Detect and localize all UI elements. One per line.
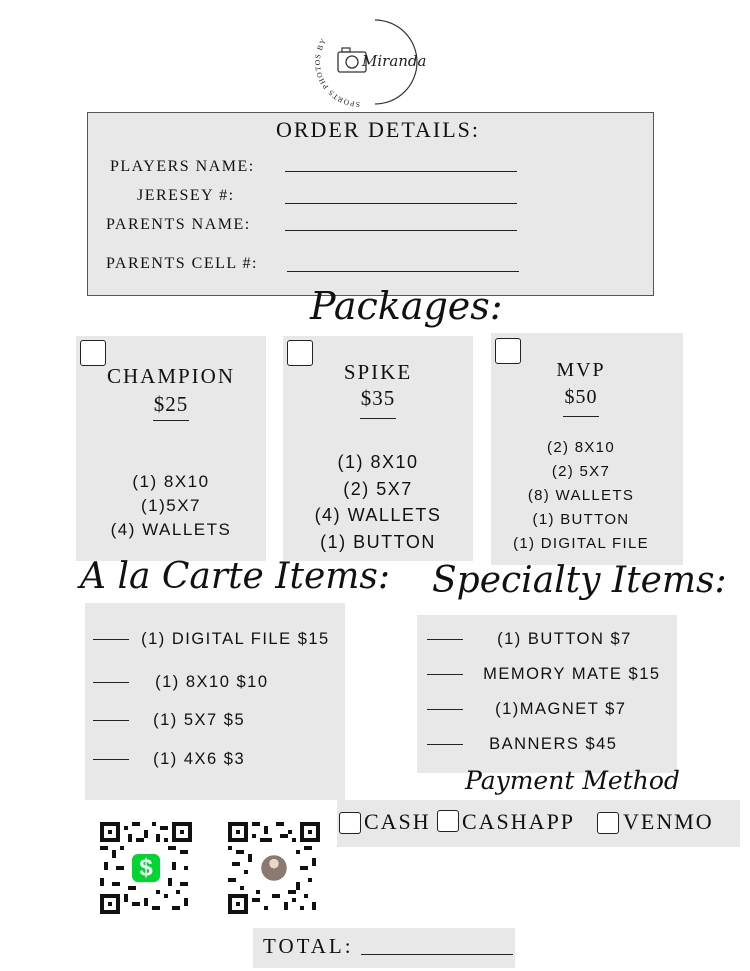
quantity-blank[interactable] (93, 720, 129, 721)
alacarte-row (93, 750, 245, 769)
parents-name-field[interactable] (285, 230, 517, 231)
alacarte-item: (1) 4X6 $3 (153, 750, 246, 768)
specialty-heading: Specialty Items: (432, 560, 727, 601)
specialty-row (427, 735, 617, 754)
total-box (253, 928, 515, 968)
package-item: (1) BUTTON (320, 531, 436, 552)
venmo-checkbox[interactable] (597, 812, 619, 834)
alacarte-row (93, 673, 269, 692)
jersey-number-field[interactable] (285, 203, 517, 204)
alacarte-heading: A la Carte Items: (80, 556, 391, 597)
price-underline (563, 416, 599, 417)
package-item: (4) WALLETS (314, 505, 442, 525)
package-items (491, 436, 671, 556)
alacarte-item: (1) 8X10 $10 (155, 673, 269, 691)
package-item: (2) 5X7 (551, 463, 611, 480)
package-price: $50 (564, 386, 598, 408)
players-name-field[interactable] (285, 171, 517, 172)
package-item: (2) 8X10 (547, 439, 615, 456)
quantity-blank[interactable] (427, 674, 463, 675)
alacarte-row (93, 630, 330, 649)
payment-option-cashapp: CASHAPP (462, 809, 576, 834)
payment-option-venmo: VENMO (623, 809, 714, 834)
order-details-box (87, 112, 654, 296)
package-items (76, 470, 266, 542)
specialty-box (417, 615, 677, 773)
package-item: (1) BUTTON (532, 511, 630, 528)
jersey-number-label: JERESEY #: (137, 187, 235, 204)
package-champion (76, 336, 266, 561)
price-underline (360, 418, 396, 419)
package-name: MVP (556, 359, 606, 381)
package-item: (1) 8X10 (337, 452, 419, 472)
logo-badge (300, 14, 450, 110)
package-name: CHAMPION (106, 364, 235, 388)
package-item: (1) 8X10 (132, 472, 210, 491)
logo-arc-text: SPORTS PHOTOS BY (312, 36, 361, 110)
specialty-row (427, 700, 626, 719)
venmo-qr-code[interactable] (228, 822, 320, 914)
alacarte-row (93, 711, 245, 730)
package-item: (1)5X7 (140, 496, 202, 515)
total-field[interactable] (361, 954, 513, 955)
package-item: (4) WALLETS (110, 520, 232, 539)
quantity-blank[interactable] (427, 744, 463, 745)
total-label: TOTAL: (263, 934, 354, 958)
quantity-blank[interactable] (427, 639, 463, 640)
logo-signature: Miranda (362, 52, 427, 70)
specialty-item: BANNERS $45 (489, 735, 618, 753)
svg-text:SPORTS PHOTOS BY (313, 36, 360, 109)
package-item: (1) DIGITAL FILE (513, 535, 649, 552)
qr-code-pattern (228, 822, 320, 914)
qr-code-pattern (100, 822, 192, 914)
quantity-blank[interactable] (93, 639, 129, 640)
parents-cell-label: PARENTS CELL #: (106, 255, 258, 272)
cashapp-dollar-icon: $ (139, 854, 153, 882)
cash-checkbox[interactable] (339, 812, 361, 834)
package-champion-checkbox[interactable] (80, 340, 106, 366)
packages-heading: Packages: (310, 284, 503, 328)
specialty-item: MEMORY MATE $15 (483, 665, 661, 683)
payment-heading: Payment Method (465, 766, 680, 795)
specialty-item: (1)MAGNET $7 (495, 700, 627, 718)
specialty-row (427, 665, 661, 684)
payment-box (337, 800, 740, 847)
order-details-title: ORDER DETAILS: (275, 117, 481, 142)
package-price: $25 (153, 392, 189, 416)
alacarte-item: (1) 5X7 $5 (153, 711, 246, 729)
parents-name-label: PARENTS NAME: (106, 216, 251, 233)
package-name: SPIKE (343, 360, 413, 384)
quantity-blank[interactable] (93, 682, 129, 683)
package-item: (8) WALLETS (527, 487, 635, 504)
quantity-blank[interactable] (427, 709, 463, 710)
specialty-row (427, 630, 632, 649)
payment-option-cash: CASH (364, 809, 431, 834)
parents-cell-field[interactable] (287, 271, 519, 272)
specialty-item: (1) BUTTON $7 (497, 630, 632, 648)
logo (300, 14, 450, 110)
players-name-label: PLAYERS NAME: (110, 158, 255, 175)
cashapp-qr-code[interactable] (100, 822, 192, 914)
price-underline (153, 420, 189, 421)
package-items (283, 449, 473, 555)
package-price: $35 (360, 386, 396, 410)
package-mvp (491, 333, 683, 565)
cashapp-checkbox[interactable] (437, 810, 459, 832)
quantity-blank[interactable] (93, 759, 129, 760)
alacarte-box (85, 603, 345, 800)
package-item: (2) 5X7 (343, 478, 413, 499)
alacarte-item: (1) DIGITAL FILE $15 (141, 630, 330, 648)
package-spike (283, 336, 473, 561)
